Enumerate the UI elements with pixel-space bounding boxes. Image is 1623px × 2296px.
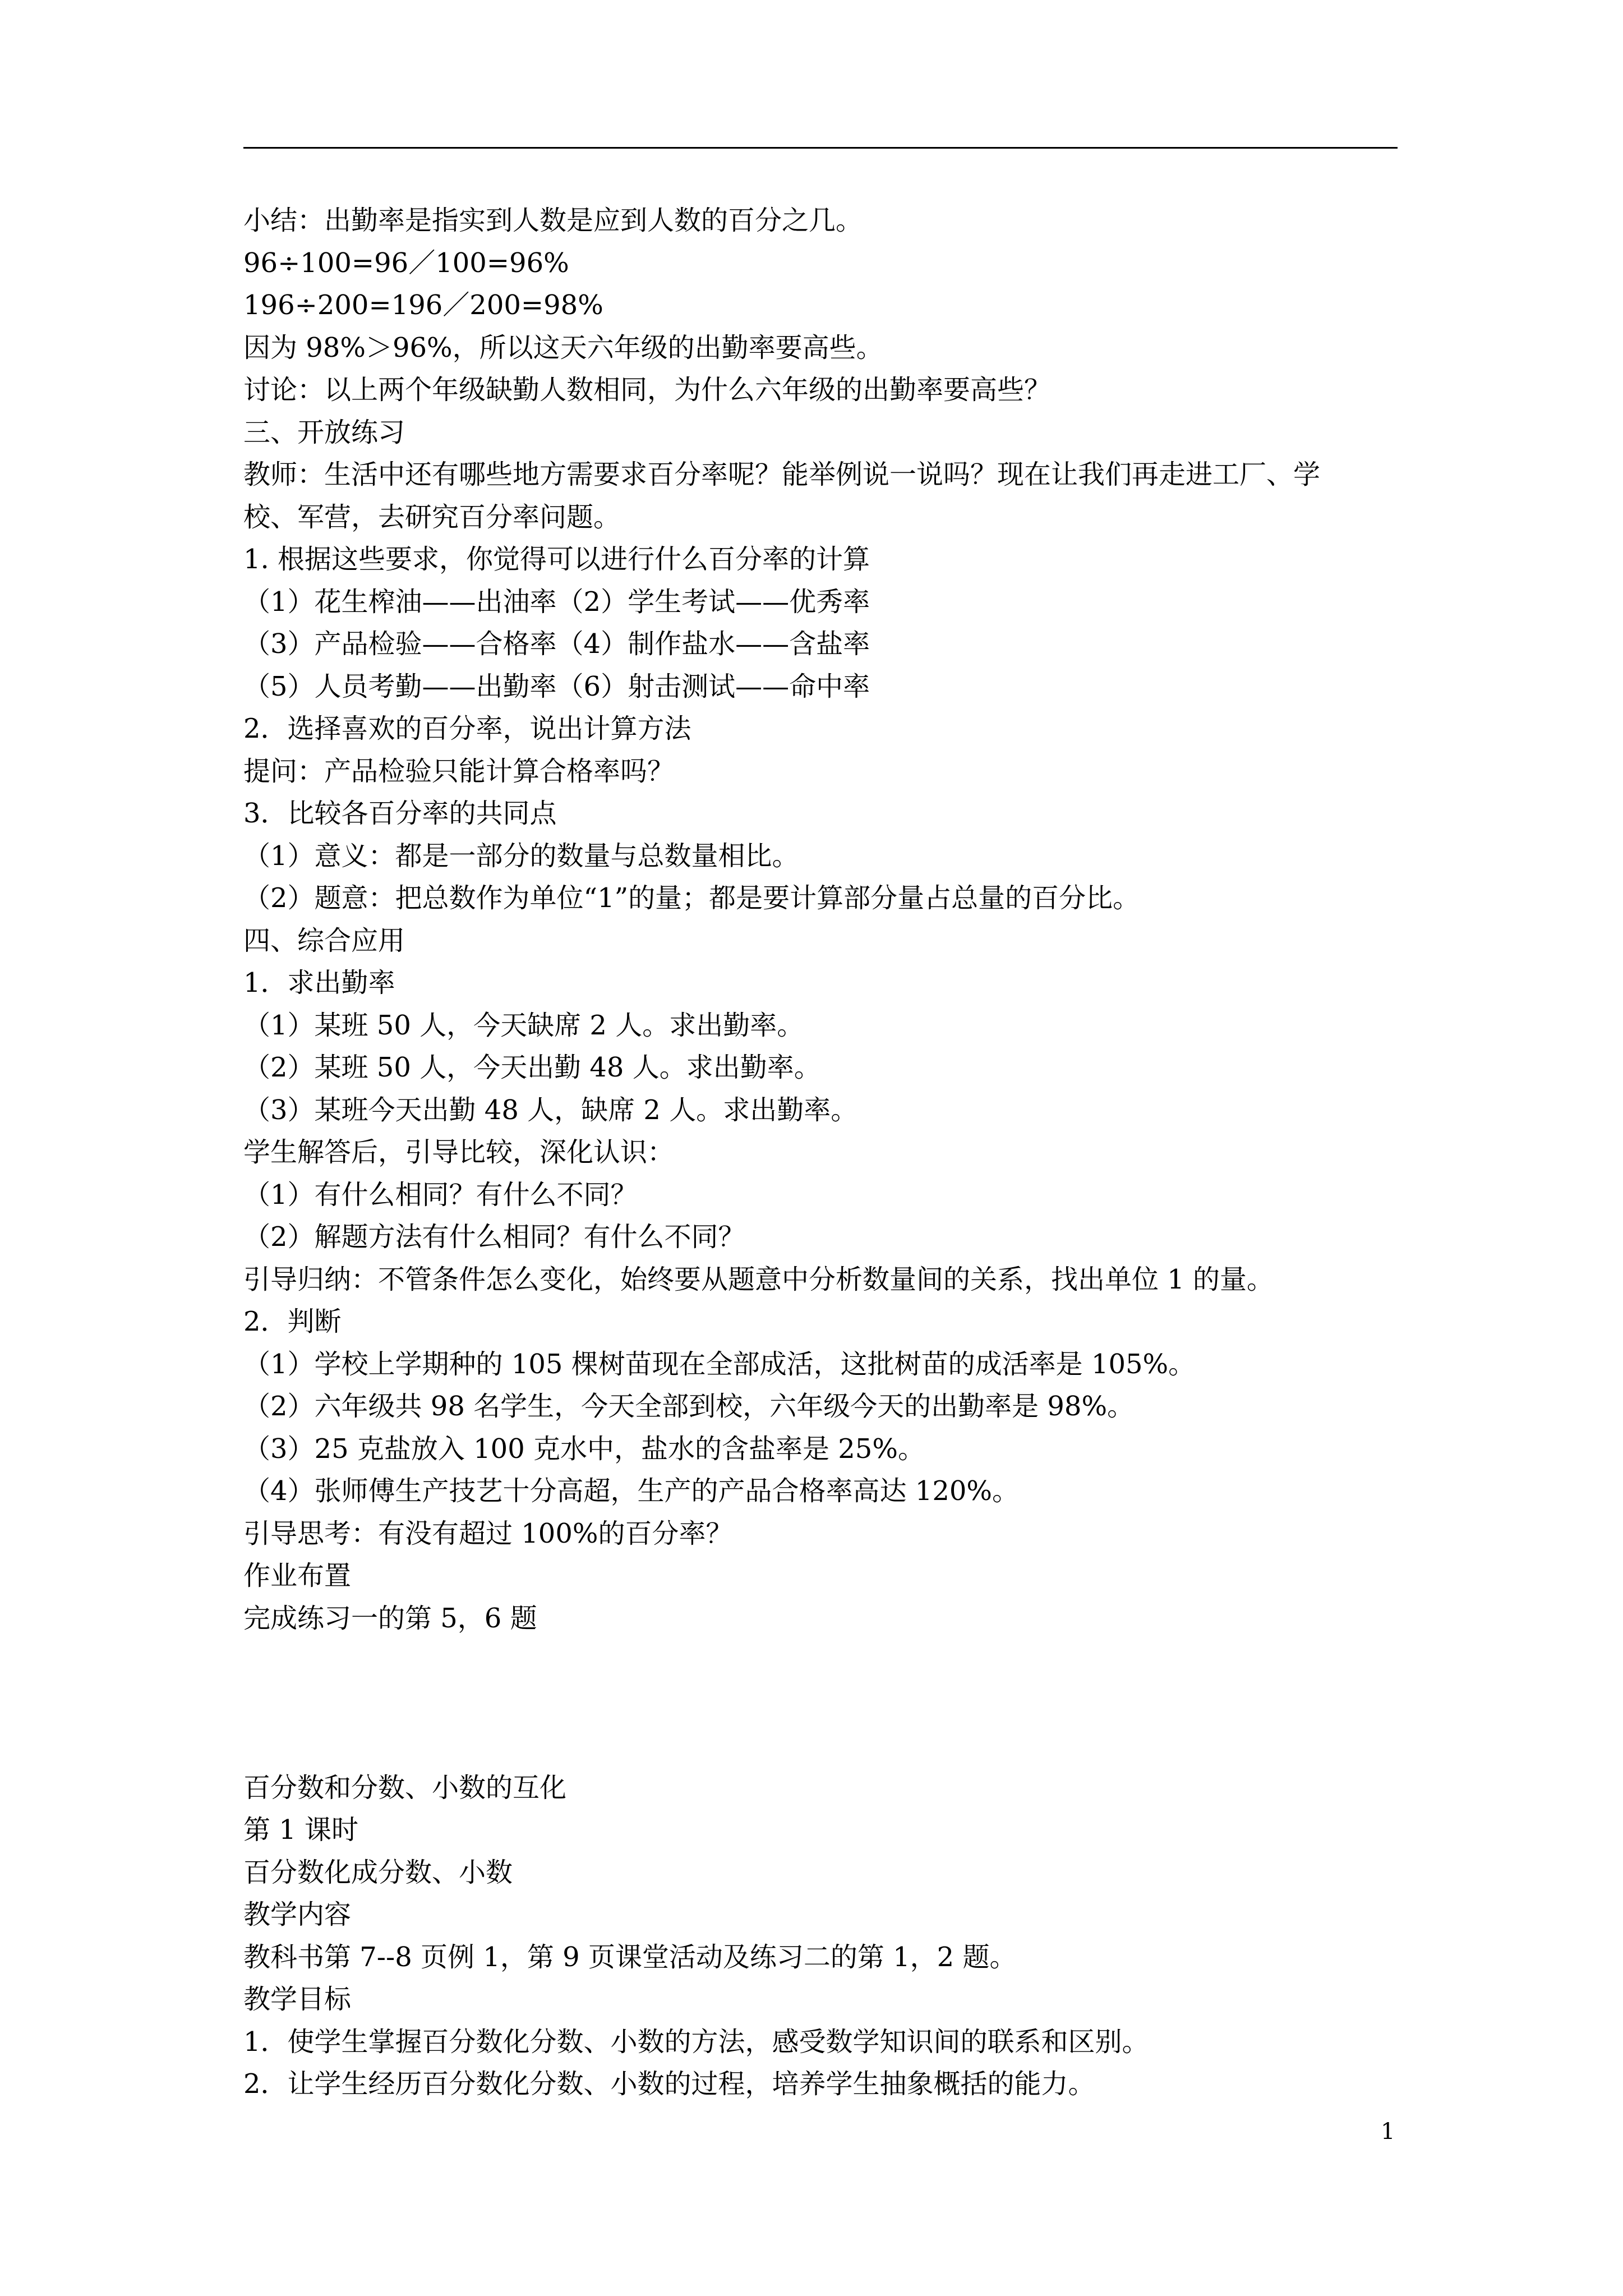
section-heading: 三、开放练习	[243, 416, 405, 448]
text-line: （2）六年级共 98 名学生，今天全部到校，六年级今天的出勤率是 98%。	[243, 1391, 1135, 1422]
text-line: （2）题意：把总数作为单位“1”的量；都是要计算部分量占总量的百分比。	[243, 882, 1140, 914]
text-line: 校、军营，去研究百分率问题。	[243, 501, 621, 533]
text-line: 小结：出勤率是指实到人数是应到人数的百分之几。	[243, 205, 863, 236]
document-body	[243, 200, 1399, 2106]
lesson-title: 百分数和分数、小数的互化	[243, 1772, 567, 1803]
text-line: 2．选择喜欢的百分率，说出计算方法	[243, 713, 691, 744]
page-number: 1	[1381, 2119, 1395, 2145]
text-line: （2）解题方法有什么相同？有什么不同？	[243, 1221, 745, 1253]
text-line: （1）学校上学期种的 105 棵树苗现在全部成活，这批树苗的成活率是 105%。	[243, 1348, 1196, 1380]
text-line: 1. 根据这些要求，你觉得可以进行什么百分率的计算	[243, 544, 870, 575]
text-line: 教师：生活中还有哪些地方需要求百分率呢？能举例说一说吗？现在让我们再走进工厂、学	[243, 459, 1321, 490]
text-line: 2．判断	[243, 1306, 342, 1337]
text-line: 196÷200=196／200=98%	[243, 289, 603, 321]
text-line: 引导思考：有没有超过 100%的百分率？	[243, 1517, 733, 1549]
text-line: （3）产品检验——合格率（4）制作盐水——含盐率	[243, 628, 870, 660]
text-line: 1．求出勤率	[243, 967, 395, 999]
text-line: 提问：产品检验只能计算合格率吗？	[243, 755, 675, 787]
text-line: 学生解答后，引导比较，深化认识：	[243, 1137, 675, 1168]
text-line: （1）意义：都是一部分的数量与总数量相比。	[243, 840, 799, 872]
text-line: 完成练习一的第 5，6 题	[243, 1602, 537, 1634]
text-line: （2）某班 50 人，今天出勤 48 人。求出勤率。	[243, 1052, 821, 1083]
text-line: 3．比较各百分率的共同点	[243, 798, 557, 829]
text-line: （3）25 克盐放入 100 克水中，盐水的含盐率是 25%。	[243, 1433, 925, 1465]
text-line: 讨论：以上两个年级缺勤人数相同，为什么六年级的出勤率要高些？	[243, 374, 1052, 406]
text-line: 教学内容	[243, 1899, 352, 1930]
text-line: 百分数化成分数、小数	[243, 1856, 513, 1888]
text-line: 作业布置	[243, 1560, 352, 1591]
text-line: 因为 98%＞96%，所以这天六年级的出勤率要高些。	[243, 332, 883, 364]
text-line: （4）张师傅生产技艺十分高超，生产的产品合格率高达 120%。	[243, 1475, 1020, 1507]
text-line: 教学目标	[243, 1984, 352, 2015]
text-line: （3）某班今天出勤 48 人，缺席 2 人。求出勤率。	[243, 1094, 858, 1126]
text-line: 引导归纳：不管条件怎么变化，始终要从题意中分析数量间的关系，找出单位 1 的量。	[243, 1263, 1274, 1295]
text-line: （5）人员考勤——出勤率（6）射击测试——命中率	[243, 670, 870, 702]
text-line: 2．让学生经历百分数化分数、小数的过程，培养学生抽象概括的能力。	[243, 2068, 1095, 2100]
section-heading: 四、综合应用	[243, 924, 405, 956]
text-line: （1）某班 50 人，今天缺席 2 人。求出勤率。	[243, 1009, 804, 1041]
header-rule	[243, 147, 1398, 149]
text-line: （1）花生榨油——出油率（2）学生考试——优秀率	[243, 586, 870, 618]
paragraph-gap	[243, 1640, 1399, 1767]
text-line: 第 1 课时	[243, 1814, 359, 1846]
text-line: 1．使学生掌握百分数化分数、小数的方法，感受数学知识间的联系和区别。	[243, 2026, 1149, 2058]
text-line: 教科书第 7--8 页例 1，第 9 页课堂活动及练习二的第 1，2 题。	[243, 1941, 1017, 1973]
text-line: （1）有什么相同？有什么不同？	[243, 1179, 638, 1211]
text-line: 96÷100=96／100=96%	[243, 247, 569, 279]
